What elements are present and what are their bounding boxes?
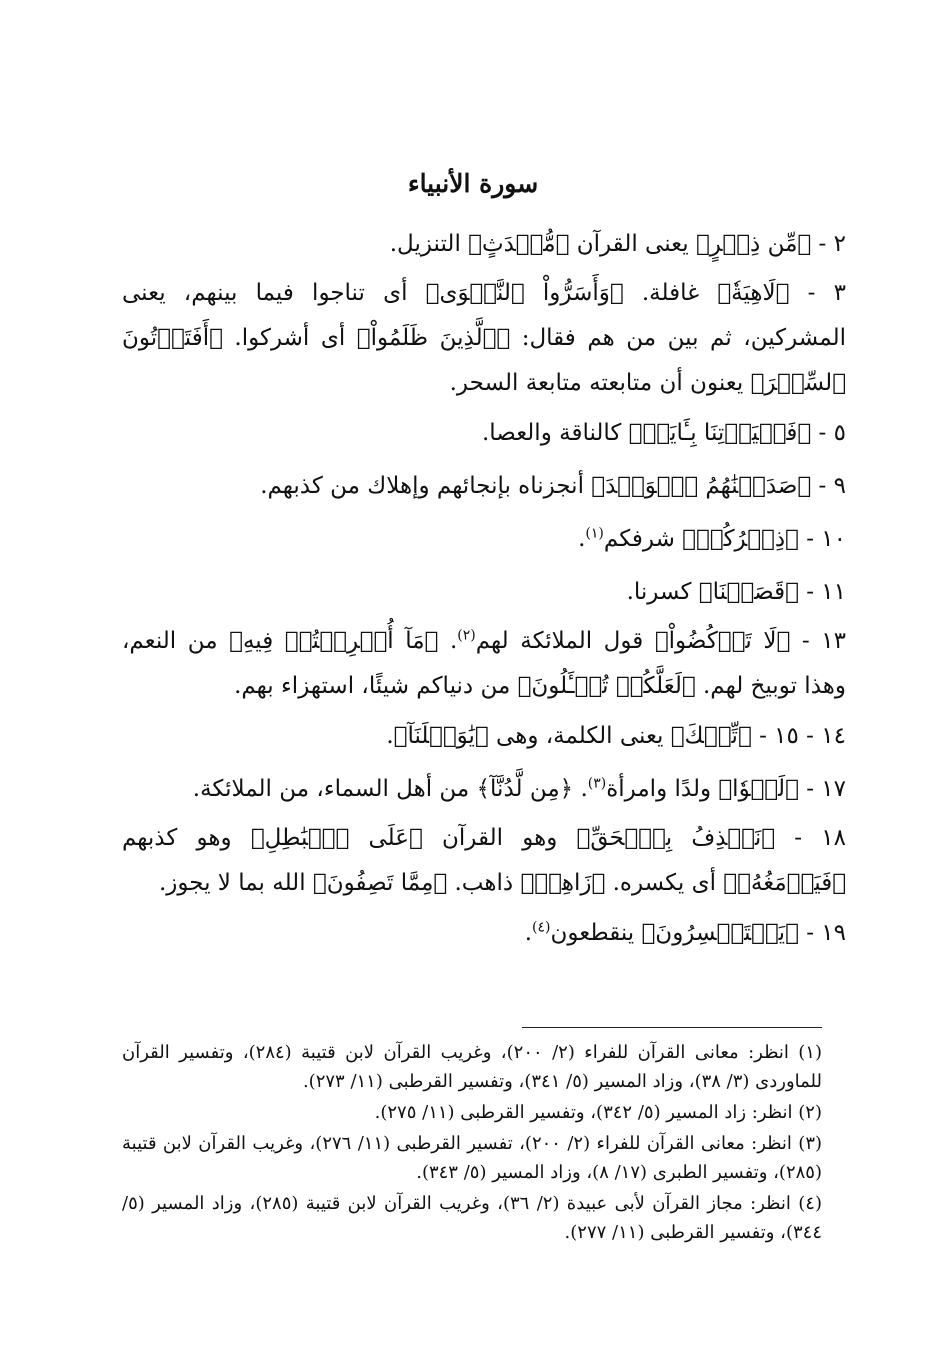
entry-number: ١٩ - [806,920,846,946]
entry-text: ﴿فَلۡيَأۡتِنَا بِـَٔايَةٖ﴾ كالناقة والعصا. [481,420,812,446]
entry-number: ١٧ - [806,776,846,802]
entry-text-tail: . [524,920,533,946]
footnote-ref-1[interactable]: (١) [585,525,604,542]
entry-10 [122,513,846,565]
entry-17 [122,763,846,815]
entry-14-15 [122,710,846,762]
entry-text: ﴿لَا تَرۡكُضُواْ﴾ قول الملائكة لهم [475,628,791,654]
footnote-ref-4[interactable]: (٤) [532,919,551,936]
footnote-4: (٤) انظر: مجاز القرآن لأبى عبيدة (٢/ ٣٦)، وغريب القرآن لابن قتيبة (٢٨٥)، وزاد المسير (٥/ ٣٤٤)، وتفسير القرطبى (١١/ ٢٧٧). [122,1193,822,1243]
entry-text: ﴿قَصَمۡنَا﴾ كسرنا. [626,579,799,605]
page-title: سورة الأنبياء [407,169,539,198]
entry-number: ١٠ - [806,526,846,552]
entry-number: ٥ - [818,420,846,446]
entry-text: ﴿ذِكۡرُكُمۡ﴾ شرفكم [603,526,799,552]
entry-text: ﴿صَدَقۡنَٰهُمُ ٱلۡوَعۡدَ﴾ أنجزناه بإنجائهم وإهلاك من كذبهم. [260,473,812,499]
entry-11 [122,566,846,618]
entry-9 [122,460,846,512]
footnote-2: (٢) انظر: زاد المسير (٥/ ٣٤٢)، وتفسير القرطبى (١١/ ٢٧٥). [374,1102,822,1123]
entry-number: ١٤ - ١٥ - [759,723,846,749]
entry-text: ﴿تِّلۡكَ﴾ يعنى الكلمة، وهى ﴿يَٰوَيۡلَنَآ﴾. [386,723,752,749]
footnotes [122,1038,822,1249]
entry-text-tail: . [578,526,586,552]
entry-18 [122,816,846,906]
footnote-ref-2[interactable]: (٢) [457,627,476,644]
entry-text: ﴿مِّن ذِكۡرٍ﴾ يعنى القرآن ﴿مُّحۡدَثٍ﴾ التنزيل. [389,231,812,257]
entry-3 [122,271,846,406]
entry-number: ٩ - [818,473,846,499]
commentary-body [122,218,846,960]
entry-number: ٢ - [818,231,846,257]
entry-19 [122,907,846,959]
footnote-ref-3[interactable]: (٣) [587,775,607,792]
entry-text: ﴿يَسۡتَحۡسِرُونَ﴾ ينقطعون [550,920,799,946]
entry-text-tail: . ﴿مِن لَّدُنَّآ﴾ من أهل السماء، من الملائكة. [192,776,588,802]
entry-5 [122,407,846,459]
entry-text-tail: . ﴿مَآ أُتۡرِفۡتُمۡ فِيهِ﴾ من النعم، وهذا توبيخ لهم. ﴿لَعَلَّكُمۡ تُسۡـَٔلُونَ﴾ من دنياكم شيئًا، استهزاء بهم. [122,628,846,699]
entry-text: ﴿لَاهِيَةٗ﴾ غافلة. ﴿وَأَسَرُّواْ ٱلنَّجۡوَى﴾ أى تناجوا فيما بينهم، يعنى المشركين، ثم بين من هم فقال: ﴿ٱلَّذِينَ ظَلَمُواْ﴾ أى أشركوا. ﴿أَفَتَأۡتُونَ ٱلسِّحۡرَ﴾ يعنون أن متابعته متابعة السحر. [122,280,846,396]
footnote-divider [522,1027,822,1028]
footnote-3: (٣) انظر: معانى القرآن للفراء (٢/ ٢٠٠)، تفسير القرطبى (١١/ ٢٧٦)، وغريب القرآن لابن قتيبة (٢٨٥)، وتفسير الطبرى (١٧/ ٨)، وزاد المسير (٥/ ٣٤٣). [122,1133,823,1183]
footnote-1: (١) انظر: معانى القرآن للفراء (٢/ ٢٠٠)، وغريب القرآن لابن قتيبة (٢٨٤)، وتفسير القرآن للماوردى (٣/ ٣٨)، وزاد المسير (٥/ ٣٤١)، وتفسير القرطبى (١١/ ٢٧٣). [122,1042,822,1092]
entry-number: ١٨ - [794,825,846,851]
entry-number: ١٣ - [801,628,846,654]
entry-number: ١١ - [806,579,846,605]
entry-text: ﴿نَقۡذِفُ بِٱلۡحَقِّ﴾ وهو القرآن ﴿عَلَى ٱلۡبَٰطِلِ﴾ وهو كذبهم ﴿فَيَدۡمَغُهُۥ﴾ أى يكسره. ﴿زَاهِقٞ﴾ ذاهب. ﴿مِمَّا تَصِفُونَ﴾ الله بما لا يجوز. [122,825,846,896]
entry-number: ٣ - [807,280,846,306]
entry-2 [122,218,846,270]
entry-text: ﴿لَهۡوٗا﴾ ولدًا وامرأة [606,776,799,802]
entry-13 [122,619,846,709]
